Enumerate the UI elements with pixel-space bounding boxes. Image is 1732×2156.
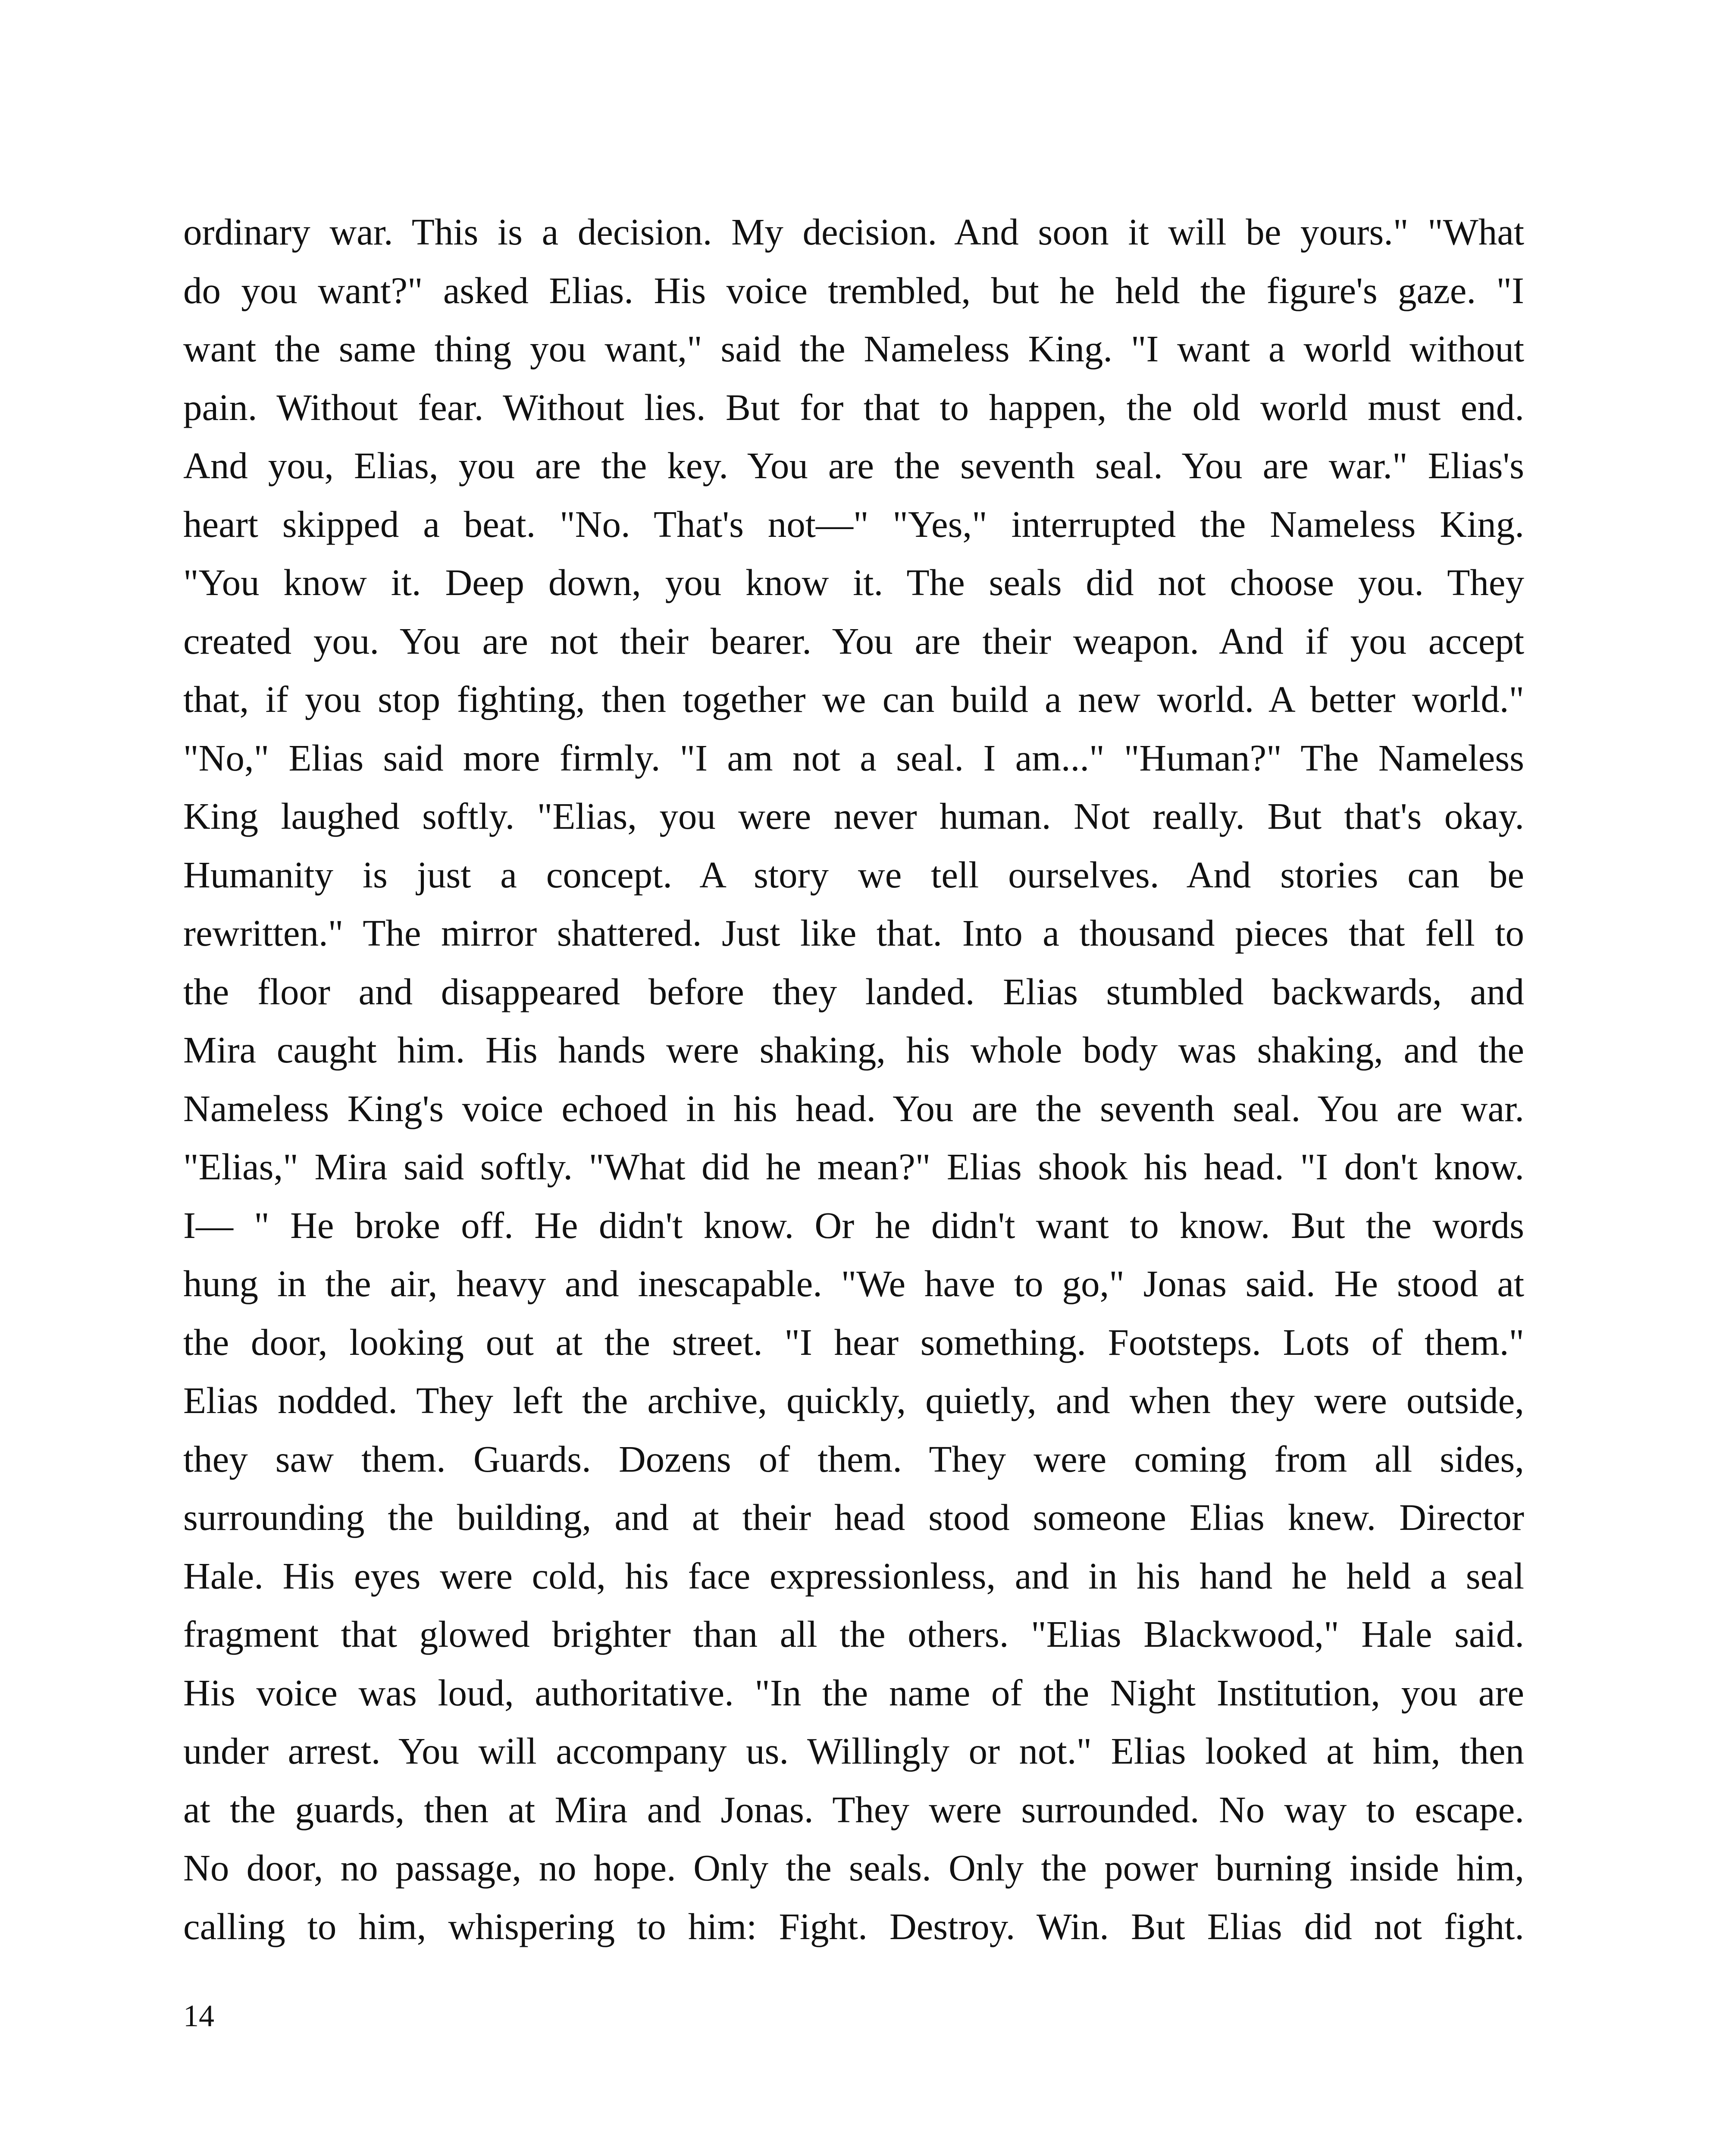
text-line-19: hung in the air, heavy and inescapable. "We have to go," Jonas said. He stood at xyxy=(183,1263,1524,1304)
text-line-15: Mira caught him. His hands were shaking, his whole body was shaking, and the xyxy=(183,1029,1524,1071)
text-line-10: "No," Elias said more firmly. "I am not a seal. I am..." "Human?" The Nameless xyxy=(183,736,1524,779)
text-line-22: they saw them. Guards. Dozens of them. They were coming from all sides, xyxy=(183,1438,1524,1480)
text-line-18: I— " He broke off. He didn't know. Or he didn't want to know. But the words xyxy=(183,1204,1524,1246)
text-line-11: King laughed softly. "Elias, you were never human. Not really. But that's okay. xyxy=(183,795,1524,837)
text-line-13: rewritten." The mirror shattered. Just like that. Into a thousand pieces that fell to xyxy=(183,912,1524,954)
text-line-26: His voice was loud, authoritative. "In the name of the Night Institution, you are xyxy=(183,1671,1524,1714)
text-line-21: Elias nodded. They left the archive, quickly, quietly, and when they were outside, xyxy=(183,1379,1524,1421)
text-line-16: Nameless King's voice echoed in his head. You are the seventh seal. You are war. xyxy=(183,1087,1524,1129)
text-line-7: "You know it. Deep down, you know it. The seals did not choose you. They xyxy=(183,561,1524,603)
text-line-20: the door, looking out at the street. "I hear something. Footsteps. Lots of them." xyxy=(183,1321,1524,1363)
text-line-12: Humanity is just a concept. A story we tell ourselves. And stories can be xyxy=(183,853,1524,896)
text-line-24: Hale. His eyes were cold, his face expressionless, and in his hand he held a seal xyxy=(183,1554,1524,1597)
text-line-29: No door, no passage, no hope. Only the seals. Only the power burning inside him, xyxy=(183,1847,1524,1889)
text-line-4: pain. Without fear. Without lies. But for that to happen, the old world must end. xyxy=(183,386,1524,428)
text-line-27: under arrest. You will accompany us. Willingly or not." Elias looked at him, then xyxy=(183,1730,1524,1772)
text-line-3: want the same thing you want," said the Nameless King. "I want a world without xyxy=(183,328,1524,370)
text-line-30: calling to him, whispering to him: Fight. Destroy. Win. But Elias did not fight. xyxy=(183,1905,1524,1947)
text-line-28: at the guards, then at Mira and Jonas. They were surrounded. No way to escape. xyxy=(183,1788,1524,1830)
text-line-9: that, if you stop fighting, then together we can build a new world. A better world." xyxy=(183,678,1524,720)
text-line-14: the floor and disappeared before they landed. Elias stumbled backwards, and xyxy=(183,970,1524,1012)
text-line-5: And you, Elias, you are the key. You are the seventh seal. You are war." Elias's xyxy=(183,445,1524,486)
text-line-17: "Elias," Mira said softly. "What did he mean?" Elias shook his head. "I don't know. xyxy=(183,1146,1524,1188)
text-line-23: surrounding the building, and at their head stood someone Elias knew. Director xyxy=(183,1496,1524,1538)
body-paragraph xyxy=(183,203,1524,1955)
text-line-8: created you. You are not their bearer. You are their weapon. And if you accept xyxy=(183,620,1524,662)
text-line-1: ordinary war. This is a decision. My decision. And soon it will be yours." "What xyxy=(183,211,1524,253)
text-line-25: fragment that glowed brighter than all the others. "Elias Blackwood," Hale said. xyxy=(183,1613,1524,1655)
text-line-6: heart skipped a beat. "No. That's not—" "Yes," interrupted the Nameless King. xyxy=(183,503,1524,545)
page-number: 14 xyxy=(183,1999,214,2033)
text-line-2: do you want?" asked Elias. His voice trembled, but he held the figure's gaze. "I xyxy=(183,269,1524,311)
